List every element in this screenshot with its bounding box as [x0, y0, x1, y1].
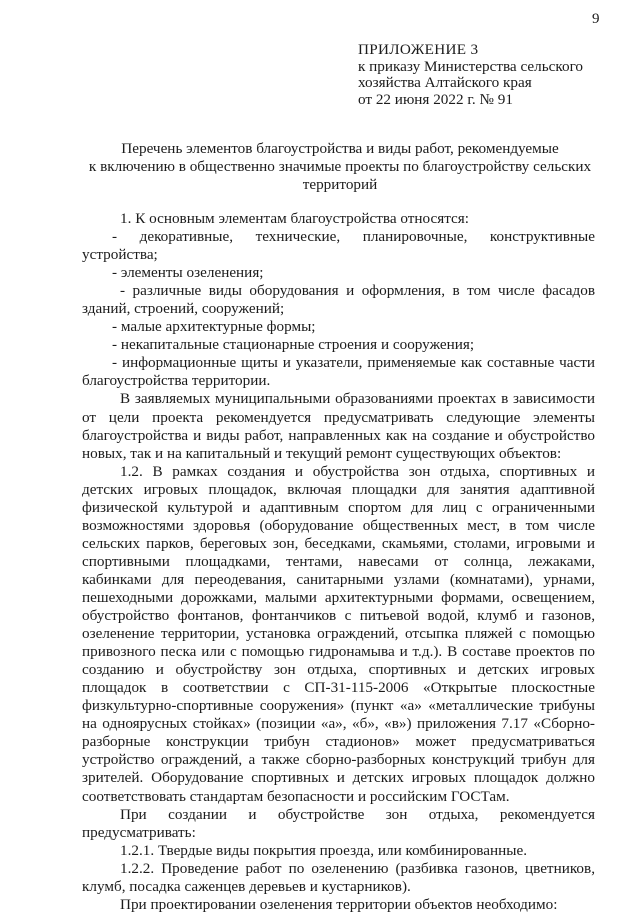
list-item-equipment: - различные виды оборудования и оформления, в том числе фасадов зданий, строений, сооружений; — [82, 282, 595, 318]
appendix-line-3: от 22 июня 2022 г. № 91 — [358, 90, 513, 108]
title-line-3: территорий — [302, 176, 378, 193]
appendix-line-2: хозяйства Алтайского края — [358, 74, 532, 91]
paragraph-landscaping: При проектировании озеленения территории объектов необходимо: — [120, 895, 558, 913]
list-item-info-boards: - информационные щиты и указатели, применяемые как составные части благоустройства территории. — [82, 354, 595, 390]
paragraph-1-2-2: 1.2.2. Проведение работ по озеленению (разбивка газонов, цветников, клумб, посадка саженцев деревьев и кустарников). — [82, 859, 595, 895]
list-item-temporary-buildings: - некапитальные стационарные строения и сооружения; — [112, 336, 475, 354]
appendix-header — [358, 42, 628, 108]
document-body — [82, 210, 595, 914]
title-line-2: к включению в общественно значимые проекты по благоустройству сельских — [88, 158, 592, 175]
paragraph-1-2: 1.2. В рамках создания и обустройства зон отдыха, спортивных и детских игровых площадок, включая площадки для занятия адаптивной физической культурой и адаптивным спортом для лиц с ограниченными возможностями здоровья (оборудование общественных мест, в том числе сельских парков, береговых зон, беседками, скамьями, столами, игровыми и спортивными площадками, тентами, навесами от солнца, лежаками, кабинками для переодевания, санитарными узлами (комнатами), урнами, пешеходными дорожками, малыми архитектурными формами, освещением, обустройство фонтанов, фонтанчиков с питьевой водой, клумб и газонов, озеленение территории, установка ограждений, отсыпка пляжей с помощью привозного песка или с помощью гидронамыва и т.д.). В составе проектов по созданию и обустройству зон отдыха, спортивных и детских игровых площадок в соответствии с СП-31-115-2006 «Открытые плоскостные физкультурно-спортивные сооружения» (пункт «а» «металлические трибуны на одноярусных стойках» (позиции «а», «б», «в») приложения 7.17 «Сборно-разборные конструкции трибун стадионов» может предусматриваться устройство ограждений, а также сборно-разборных конструкций трибун для зрителей. Оборудование спортивных и детских игровых площадок должно соответствовать стандартам безопасности и российским ГОСТам. — [82, 462, 595, 805]
paragraph-projects: В заявляемых муниципальными образованиями проектах в зависимости от цели проекта рекомендуется предусматривать следующие элементы благоустройства и виды работ, направленных как на создание и обустройство новых, так и на капитальный и текущий ремонт существующих объектов: — [82, 390, 595, 462]
paragraph-1: 1. К основным элементам благоустройства относятся: — [120, 210, 469, 227]
appendix-line-1: к приказу Министерства сельского — [358, 57, 584, 75]
list-item-greenery: - элементы озеленения; — [112, 264, 264, 282]
paragraph-1-2-1: 1.2.1. Твердые виды покрытия проезда, или комбинированные. — [120, 841, 528, 859]
paragraph-recreation-zones: При создании и обустройстве зон отдыха, рекомендуется предусматривать: — [82, 805, 595, 841]
document-title — [60, 140, 620, 194]
title-line-1: Перечень элементов благоустройства и виды работ, рекомендуемые — [121, 140, 559, 157]
list-item-decorative: - декоративные, технические, планировочные, конструктивные устройства; — [82, 228, 595, 264]
page-number: 9 — [592, 11, 600, 27]
list-item-small-forms: - малые архитектурные формы; — [112, 318, 316, 336]
appendix-heading: ПРИЛОЖЕНИЕ 3 — [358, 41, 479, 58]
